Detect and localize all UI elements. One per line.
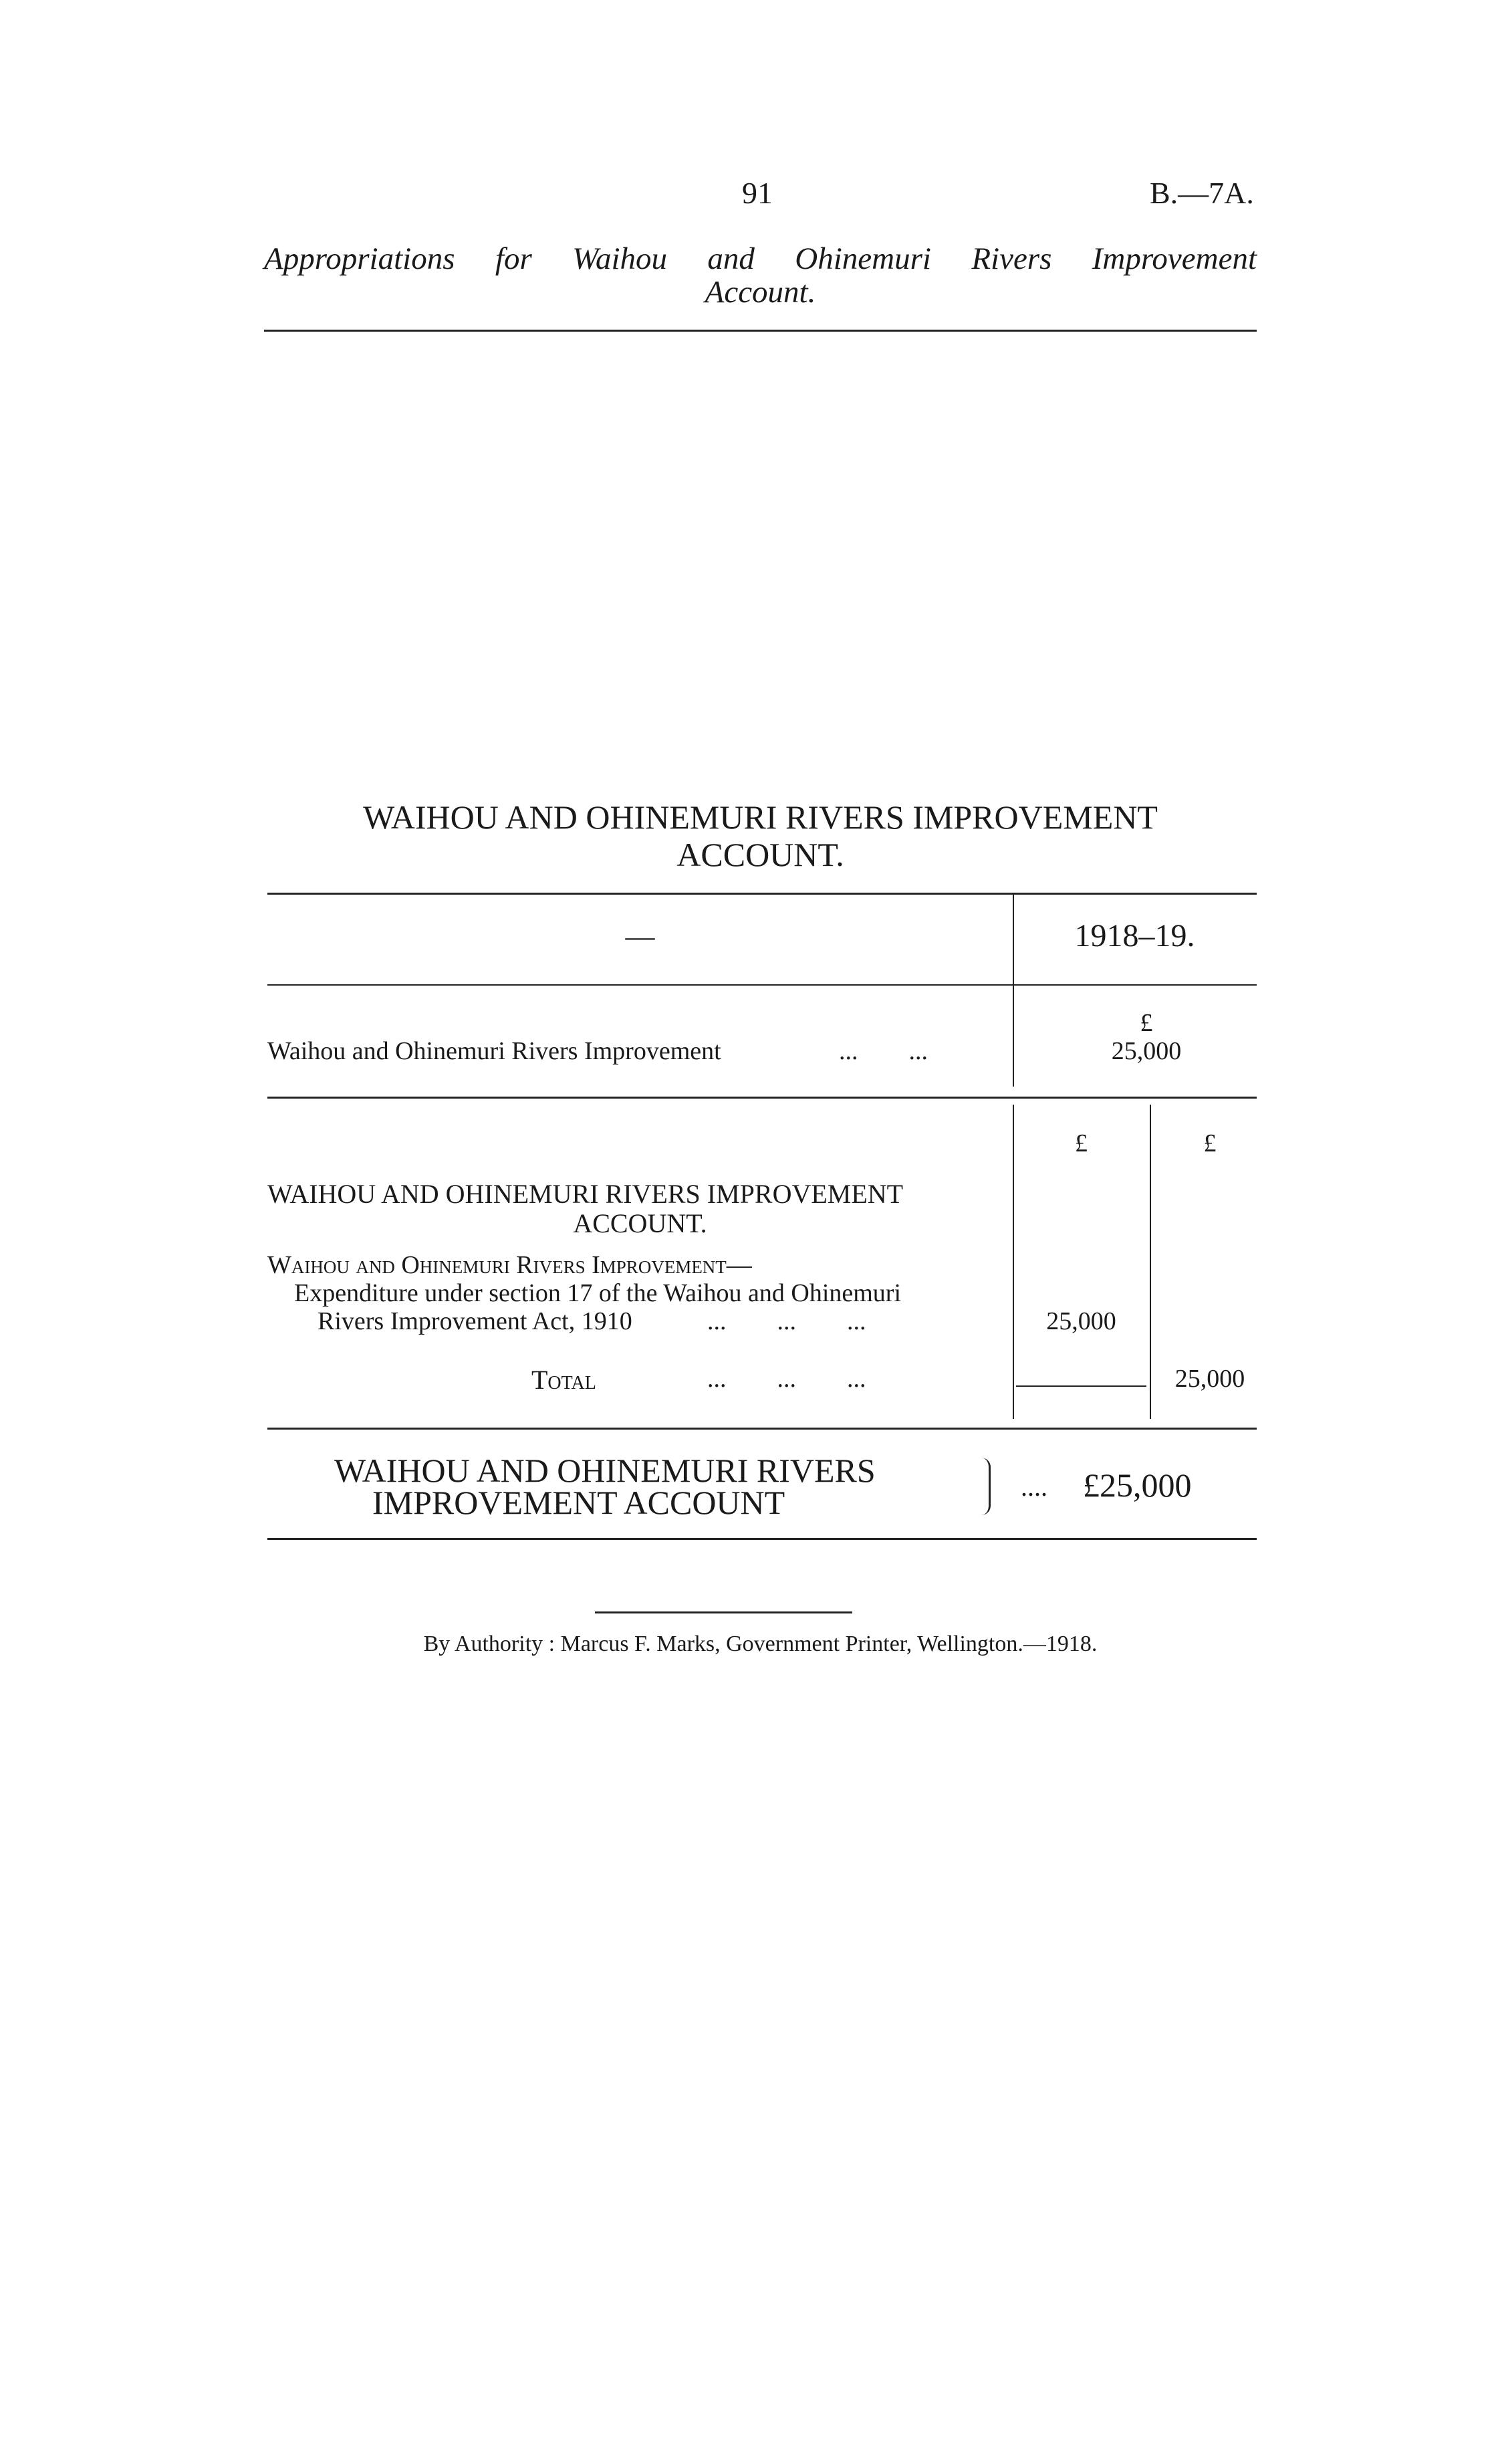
detail-total-value: 25,000 [1174, 1365, 1245, 1393]
detail-item-line1: Expenditure under section 17 of the Waihou and Ohinemuri [294, 1279, 902, 1307]
grand-total-brace [978, 1458, 991, 1515]
detail-total-dots: ... ... ... [707, 1365, 866, 1393]
grand-total-line2: IMPROVEMENT ACCOUNT [372, 1484, 785, 1521]
summary-header-left: — [625, 920, 655, 953]
detail-subtotal-rule [1016, 1385, 1146, 1387]
page-subtitle-line2: Account. [705, 275, 816, 310]
summary-currency-symbol: £ [1140, 1009, 1153, 1037]
detail-item-value: 25,000 [1046, 1307, 1116, 1335]
detail-section-title-line2: ACCOUNT. [573, 1208, 707, 1238]
summary-table-bottom-rule [267, 1097, 1257, 1099]
detail-currency-col2: £ [1203, 1129, 1217, 1157]
document-reference: B.—7A. [1150, 176, 1254, 210]
footer-rule [595, 1611, 852, 1613]
summary-row-dots: ... ... [839, 1037, 928, 1065]
detail-item-heading: Waihou and Ohinemuri Rivers Improvement— [267, 1251, 752, 1279]
summary-row-label: Waihou and Ohinemuri Rivers Improvement [267, 1037, 721, 1065]
grand-total-value: £25,000 [1083, 1466, 1192, 1504]
page-number: 91 [742, 176, 773, 210]
detail-item-dots: ... ... ... [707, 1307, 866, 1335]
summary-header-rule [267, 984, 1257, 986]
account-title-line1: WAIHOU AND OHINEMURI RIVERS IMPROVEMENT [363, 798, 1158, 836]
page-subtitle-line1: Appropriations for Waihou and Ohinemuri Rivers Improvement [264, 241, 1257, 276]
account-title-line2: ACCOUNT. [676, 836, 844, 873]
detail-item-line2: Rivers Improvement Act, 1910 [318, 1307, 632, 1335]
grand-total-dots: .... [1021, 1472, 1047, 1502]
summary-header-year: 1918–19. [1074, 918, 1195, 954]
detail-currency-col1: £ [1075, 1129, 1088, 1157]
detail-section-title-line1: WAIHOU AND OHINEMURI RIVERS IMPROVEMENT [267, 1179, 904, 1209]
grand-total-bottom-rule [267, 1538, 1257, 1540]
footer-authority: By Authority : Marcus F. Marks, Government Printer, Wellington.—1918. [423, 1632, 1098, 1656]
summary-row-value: 25,000 [1111, 1037, 1182, 1065]
detail-total-label: Total [531, 1365, 596, 1395]
grand-total-line1: WAIHOU AND OHINEMURI RIVERS [334, 1452, 876, 1489]
detail-table-bottom-rule [267, 1428, 1257, 1430]
header-rule [264, 330, 1257, 332]
summary-table-top-rule [267, 893, 1257, 895]
